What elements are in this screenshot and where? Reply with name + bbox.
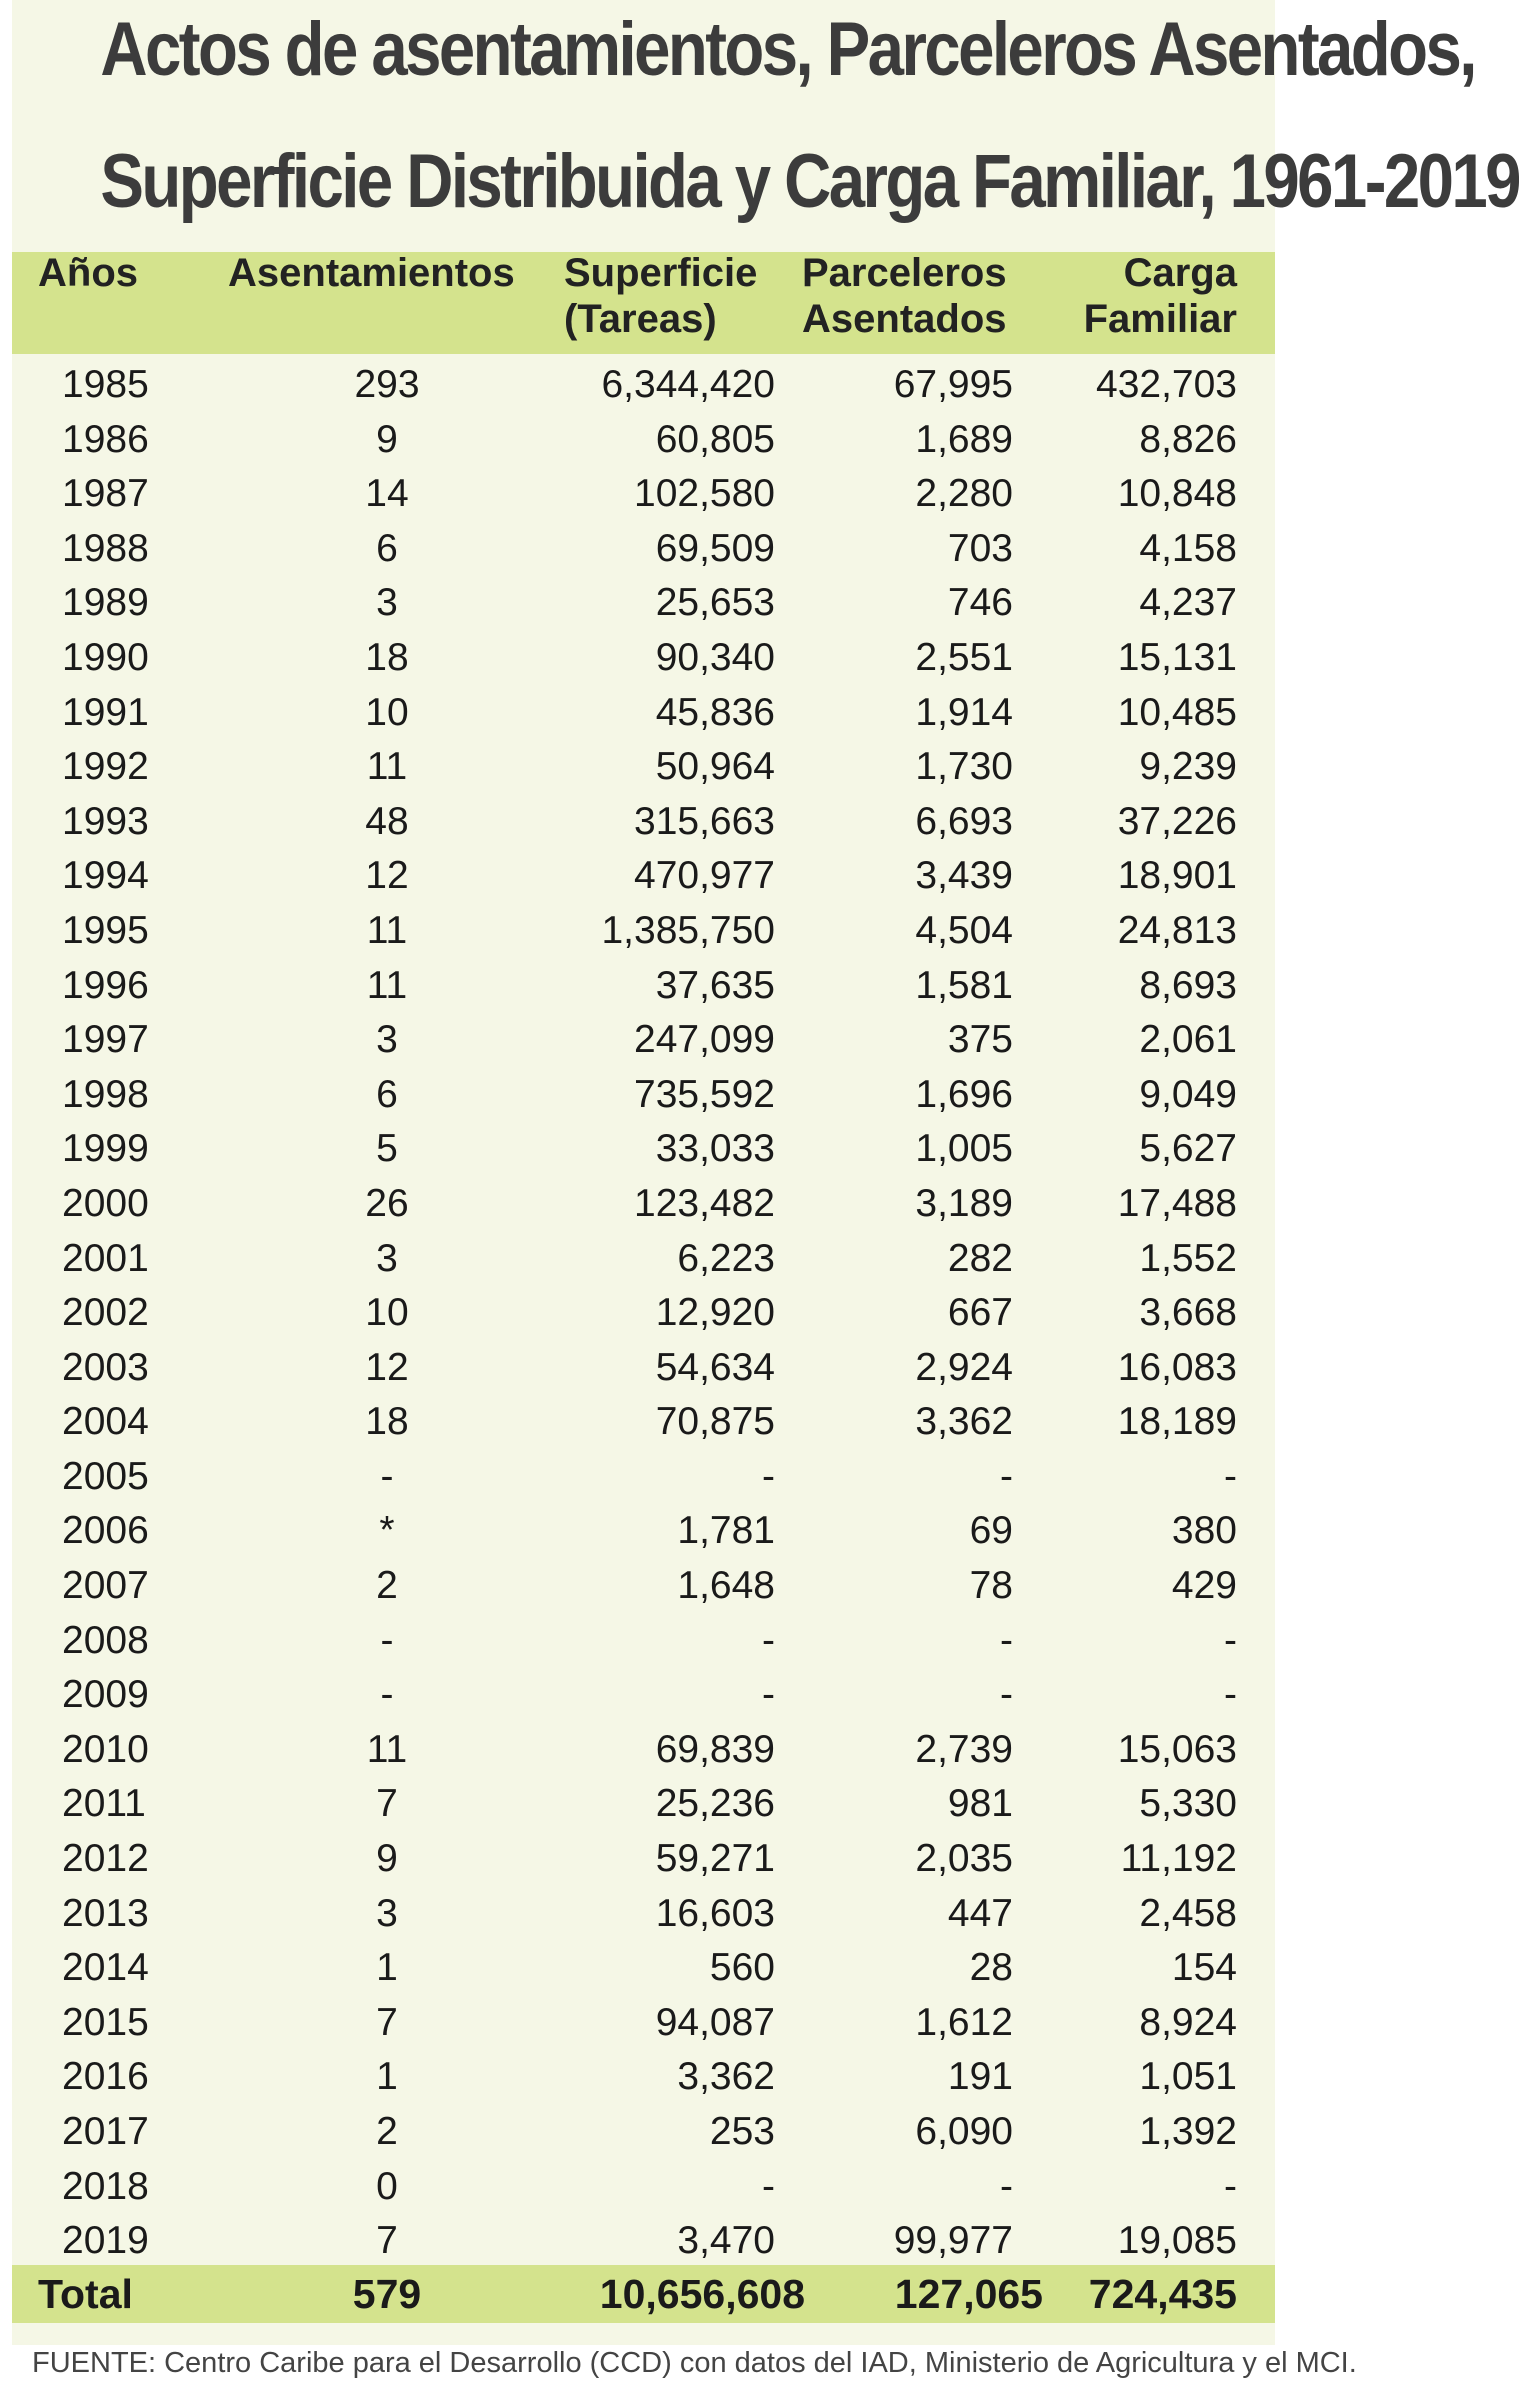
cell-parceleros: 375: [947, 1018, 1013, 1062]
table-row: [12, 1939, 1275, 1994]
cell-parceleros: 667: [947, 1291, 1013, 1335]
table-row: [12, 684, 1275, 739]
table-row: [12, 411, 1275, 466]
cell-superficie: 70,875: [655, 1400, 775, 1444]
cell-carga: 17,488: [1117, 1181, 1237, 1225]
table-body: [12, 356, 1275, 2267]
cell-carga: 10,848: [1117, 472, 1237, 516]
cell-carga: 432,703: [1096, 363, 1237, 406]
cell-asentamientos: 26: [365, 1181, 409, 1225]
cell-carga: 37,226: [1117, 799, 1237, 843]
cell-superficie: 3,470: [677, 2219, 775, 2263]
total-row: [12, 2265, 1275, 2323]
cell-year: 2010: [62, 1727, 149, 1771]
cell-parceleros: 2,551: [915, 635, 1013, 679]
cell-asentamientos: 6: [376, 1072, 398, 1116]
cell-asentamientos: 2: [376, 2110, 398, 2153]
cell-carga: 15,131: [1117, 635, 1237, 679]
cell-carga: -: [1224, 1454, 1237, 1498]
cell-year: 2009: [62, 1673, 149, 1717]
cell-parceleros: -: [1000, 1673, 1013, 1717]
cell-carga: 1,552: [1139, 1236, 1237, 1280]
cell-carga: 15,063: [1117, 1727, 1237, 1771]
cell-asentamientos: 6: [376, 526, 398, 570]
cell-year: 2005: [62, 1454, 149, 1498]
cell-superficie: 123,482: [634, 1181, 775, 1225]
table-row: [12, 2158, 1275, 2213]
cell-parceleros: 6,693: [915, 799, 1013, 843]
cell-year: 2007: [62, 1564, 149, 1608]
cell-parceleros: 191: [947, 2055, 1013, 2099]
cell-superficie: 1,648: [677, 1564, 775, 1608]
cell-parceleros: 703: [947, 526, 1013, 570]
cell-carga: -: [1224, 1618, 1237, 1662]
cell-carga: 8,693: [1139, 963, 1237, 1007]
cell-parceleros: 6,090: [915, 2110, 1013, 2153]
cell-carga: 9,239: [1139, 745, 1237, 789]
cell-year: 2013: [62, 1891, 149, 1935]
table-row: [12, 465, 1275, 520]
cell-year: 1997: [62, 1018, 149, 1062]
table-row: [12, 1721, 1275, 1776]
cell-asentamientos: 12: [365, 854, 409, 898]
cell-superficie: 59,271: [655, 1837, 775, 1881]
cell-carga: 8,924: [1139, 2000, 1237, 2044]
cell-year: 1995: [62, 908, 149, 952]
cell-parceleros: 4,504: [915, 908, 1013, 952]
cell-parceleros: -: [1000, 1454, 1013, 1498]
cell-year: 2015: [62, 2000, 149, 2044]
cell-carga: 4,237: [1139, 581, 1237, 625]
cell-parceleros: 1,689: [915, 417, 1013, 461]
cell-superficie: 6,344,420: [601, 363, 775, 406]
cell-superficie: 50,964: [655, 745, 775, 789]
cell-carga: 4,158: [1139, 526, 1237, 570]
cell-asentamientos: 7: [376, 2000, 398, 2044]
total-parceleros: 127,065: [894, 2271, 1043, 2317]
cell-carga: 18,189: [1117, 1400, 1237, 1444]
table-row: [12, 1994, 1275, 2049]
cell-year: 2008: [62, 1618, 149, 1662]
cell-superficie: 253: [709, 2110, 775, 2153]
cell-superficie: 60,805: [655, 417, 775, 461]
cell-asentamientos: 0: [376, 2164, 398, 2208]
cell-parceleros: 69: [969, 1509, 1013, 1553]
page-title-line-2: Superficie Distribuida y Carga Familiar, 1961-2019: [100, 139, 1519, 224]
cell-year: 2019: [62, 2219, 149, 2263]
cell-year: 1988: [62, 526, 149, 570]
cell-carga: -: [1224, 1673, 1237, 1717]
cell-carga: 2,458: [1139, 1891, 1237, 1935]
cell-carga: 5,330: [1139, 1782, 1237, 1826]
cell-carga: 5,627: [1139, 1127, 1237, 1171]
cell-carga: 1,051: [1139, 2055, 1237, 2099]
cell-year: 2014: [62, 1946, 149, 1990]
cell-asentamientos: -: [380, 1673, 394, 1717]
cell-superficie: -: [762, 1618, 775, 1662]
cell-parceleros: -: [1000, 1618, 1013, 1662]
cell-asentamientos: 3: [376, 1018, 398, 1062]
cell-carga: 1,392: [1139, 2110, 1237, 2153]
total-asentamientos: 579: [352, 2271, 422, 2317]
cell-year: 1985: [62, 363, 149, 406]
cell-asentamientos: *: [379, 1509, 395, 1553]
table-row: [12, 1011, 1275, 1066]
cell-asentamientos: 11: [366, 963, 408, 1007]
cell-asentamientos: 1: [376, 1946, 398, 1990]
cell-parceleros: 981: [947, 1782, 1013, 1826]
cell-carga: 18,901: [1117, 854, 1237, 898]
cell-asentamientos: 5: [376, 1127, 398, 1171]
table-row: [12, 1885, 1275, 1940]
table-row: [12, 1284, 1275, 1339]
cell-superficie: 37,635: [655, 963, 775, 1007]
header-carga-line-1: Carga: [1123, 251, 1237, 295]
cell-superficie: -: [762, 1454, 775, 1498]
table-row: [12, 1339, 1275, 1394]
cell-year: 2012: [62, 1837, 149, 1881]
cell-superficie: 1,385,750: [601, 908, 775, 952]
cell-parceleros: 99,977: [893, 2219, 1013, 2263]
cell-asentamientos: 3: [376, 1891, 398, 1935]
cell-year: 1987: [62, 472, 149, 516]
table-row: [12, 1612, 1275, 1667]
cell-year: 2000: [62, 1181, 149, 1225]
cell-year: 1993: [62, 799, 149, 843]
cell-superficie: 25,236: [655, 1782, 775, 1826]
table-row: [12, 1393, 1275, 1448]
cell-asentamientos: 3: [376, 581, 398, 625]
table-row: [12, 1557, 1275, 1612]
cell-superficie: 560: [709, 1946, 775, 1990]
header-superficie: [564, 250, 757, 342]
cell-parceleros: 1,730: [915, 745, 1013, 789]
cell-asentamientos: 9: [376, 1837, 398, 1881]
cell-asentamientos: 7: [376, 1782, 398, 1826]
header-superficie-line-2: (Tareas): [564, 297, 717, 341]
cell-parceleros: 67,995: [893, 363, 1013, 406]
table-row: [12, 2212, 1275, 2267]
cell-year: 1991: [62, 690, 149, 734]
cell-superficie: 735,592: [634, 1072, 775, 1116]
total-label: Total: [38, 2271, 133, 2317]
total-superficie: 10,656,608: [599, 2271, 805, 2317]
table-row: [12, 520, 1275, 575]
cell-asentamientos: 18: [365, 635, 409, 679]
cell-asentamientos: 3: [376, 1236, 398, 1280]
table-row: [12, 847, 1275, 902]
table-row: [12, 1230, 1275, 1285]
cell-carga: 24,813: [1117, 908, 1237, 952]
cell-asentamientos: 11: [366, 908, 408, 952]
cell-carga: 10,485: [1117, 690, 1237, 734]
table-row: [12, 2048, 1275, 2103]
cell-asentamientos: 11: [366, 745, 408, 789]
cell-asentamientos: 11: [366, 1727, 408, 1771]
cell-year: 2016: [62, 2055, 149, 2099]
table-row: [12, 1666, 1275, 1721]
cell-carga: 11,192: [1120, 1837, 1237, 1881]
header-parceleros-line-2: Asentados: [802, 297, 1007, 341]
page-title-line-1: Actos de asentamientos, Parceleros Asentados,: [100, 7, 1475, 92]
cell-superficie: 25,653: [655, 581, 775, 625]
cell-superficie: 6,223: [677, 1236, 775, 1280]
cell-year: 2004: [62, 1400, 149, 1444]
header-carga-line-2: Familiar: [1083, 297, 1237, 341]
table-row: [12, 1120, 1275, 1175]
table-row: [12, 1066, 1275, 1121]
cell-superficie: 3,362: [677, 2055, 775, 2099]
cell-superficie: 33,033: [655, 1127, 775, 1171]
cell-asentamientos: -: [380, 1618, 394, 1662]
cell-superficie: -: [762, 1673, 775, 1717]
table-row: [12, 1448, 1275, 1503]
cell-superficie: 54,634: [655, 1345, 775, 1389]
table-row: [12, 1830, 1275, 1885]
header-parceleros-line-1: Parceleros: [802, 251, 1007, 295]
cell-superficie: -: [762, 2164, 775, 2208]
table-row: [12, 2103, 1275, 2158]
cell-parceleros: 282: [947, 1236, 1013, 1280]
cell-parceleros: 2,739: [915, 1727, 1013, 1771]
cell-parceleros: 1,914: [915, 690, 1013, 734]
cell-parceleros: -: [1000, 2164, 1013, 2208]
cell-superficie: 16,603: [655, 1891, 775, 1935]
cell-asentamientos: 2: [376, 1564, 398, 1608]
cell-year: 2006: [62, 1509, 149, 1553]
cell-year: 2011: [62, 1782, 146, 1826]
cell-asentamientos: 18: [365, 1400, 409, 1444]
cell-carga: -: [1224, 2164, 1237, 2208]
cell-superficie: 90,340: [655, 635, 775, 679]
table-row: [12, 1775, 1275, 1830]
header-superficie-line-1: Superficie: [564, 251, 758, 295]
cell-year: 1986: [62, 417, 149, 461]
cell-parceleros: 3,439: [915, 854, 1013, 898]
cell-superficie: 1,781: [677, 1509, 775, 1553]
cell-superficie: 315,663: [634, 799, 775, 843]
cell-asentamientos: 48: [365, 799, 409, 843]
cell-parceleros: 3,189: [915, 1181, 1013, 1225]
cell-parceleros: 746: [947, 581, 1013, 625]
table-row: [12, 356, 1275, 411]
cell-parceleros: 1,612: [915, 2000, 1013, 2044]
cell-asentamientos: 14: [365, 472, 409, 516]
cell-parceleros: 3,362: [915, 1400, 1013, 1444]
total-carga: 724,435: [1088, 2271, 1237, 2317]
cell-carga: 3,668: [1139, 1291, 1237, 1335]
cell-parceleros: 78: [969, 1564, 1013, 1608]
cell-asentamientos: 10: [365, 1291, 409, 1335]
cell-parceleros: 447: [947, 1891, 1013, 1935]
cell-year: 2003: [62, 1345, 149, 1389]
table-panel: [12, 0, 1519, 2345]
cell-year: 1994: [62, 854, 149, 898]
cell-year: 1996: [62, 963, 149, 1007]
cell-carga: 154: [1171, 1946, 1237, 1990]
cell-parceleros: 1,696: [915, 1072, 1013, 1116]
cell-carga: 9,049: [1139, 1072, 1237, 1116]
cell-asentamientos: -: [380, 1454, 394, 1498]
cell-superficie: 94,087: [655, 2000, 775, 2044]
table-row: [12, 793, 1275, 848]
cell-asentamientos: 1: [376, 2055, 398, 2099]
source-note: FUENTE: Centro Caribe para el Desarrollo (CCD) con datos del IAD, Ministerio de Agricultura y el MCI.: [32, 2347, 1357, 2379]
cell-asentamientos: 9: [376, 417, 398, 461]
table-row: [12, 574, 1275, 629]
cell-asentamientos: 10: [365, 690, 409, 734]
cell-carga: 16,083: [1117, 1345, 1237, 1389]
cell-parceleros: 1,581: [915, 963, 1013, 1007]
table-row: [12, 738, 1275, 793]
cell-year: 2002: [62, 1291, 149, 1335]
cell-superficie: 69,509: [655, 526, 775, 570]
cell-carga: 429: [1171, 1564, 1237, 1608]
cell-parceleros: 28: [969, 1946, 1013, 1990]
cell-year: 2017: [62, 2110, 149, 2153]
cell-superficie: 470,977: [634, 854, 775, 898]
cell-parceleros: 2,280: [915, 472, 1013, 516]
cell-parceleros: 1,005: [915, 1127, 1013, 1171]
table-row: [12, 1175, 1275, 1230]
cell-carga: 380: [1171, 1509, 1237, 1553]
cell-superficie: 69,839: [655, 1727, 775, 1771]
cell-year: 1999: [62, 1127, 149, 1171]
cell-carga: 2,061: [1139, 1018, 1237, 1062]
cell-year: 1989: [62, 581, 149, 625]
cell-year: 2018: [62, 2164, 149, 2208]
table-row: [12, 1502, 1275, 1557]
cell-asentamientos: 7: [376, 2219, 398, 2263]
cell-superficie: 12,920: [655, 1291, 775, 1335]
table-row: [12, 629, 1275, 684]
cell-superficie: 102,580: [634, 472, 775, 516]
header-carga: [1084, 250, 1237, 342]
cell-asentamientos: 12: [365, 1345, 409, 1389]
cell-carga: 8,826: [1139, 417, 1237, 461]
cell-year: 2001: [62, 1236, 149, 1280]
cell-parceleros: 2,924: [915, 1345, 1013, 1389]
header-asentamientos: Asentamientos: [228, 251, 515, 295]
cell-parceleros: 2,035: [915, 1837, 1013, 1881]
cell-year: 1990: [62, 635, 149, 679]
cell-superficie: 45,836: [655, 690, 775, 734]
cell-asentamientos: 293: [354, 363, 420, 406]
header-parceleros: [802, 250, 1007, 342]
cell-carga: 19,085: [1117, 2219, 1237, 2263]
table-row: [12, 902, 1275, 957]
table-row: [12, 957, 1275, 1012]
cell-superficie: 247,099: [634, 1018, 775, 1062]
cell-year: 1998: [62, 1072, 149, 1116]
header-year: Años: [38, 251, 138, 295]
cell-year: 1992: [62, 745, 149, 789]
